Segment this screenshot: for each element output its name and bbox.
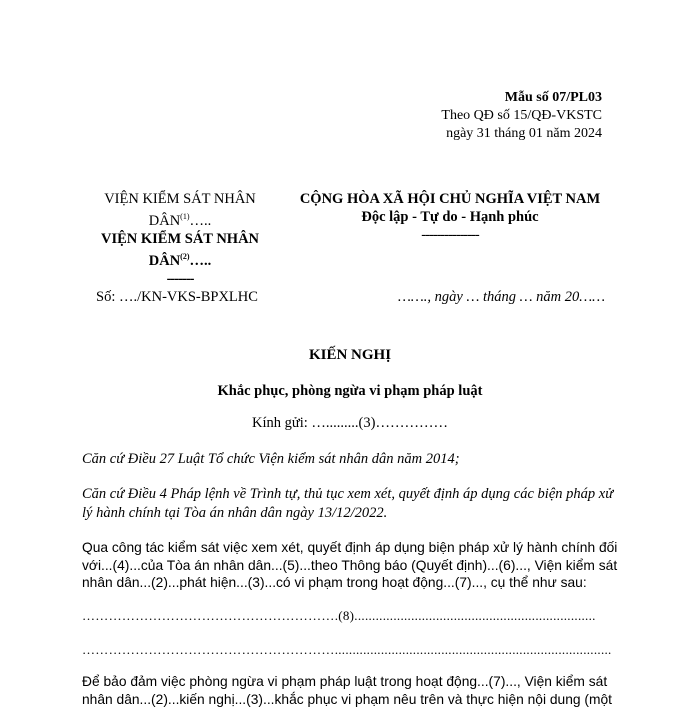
form-code: Mẫu số 07/PL03 [504, 90, 602, 105]
legal-basis-2: Căn cứ Điều 4 Pháp lệnh về Trình tự, thủ tục xem xét, quyết định áp dụng các biện pháp xử lý hành chính tại Tòa án nhân dân ngày 13/12/2022. [82, 486, 614, 521]
fill-line-1: ………………………………………………….(8).................................................................... [82, 608, 596, 623]
form-reference [441, 89, 602, 143]
agency-line-1-word: DÂN [148, 212, 181, 229]
agency-line-1-text: VIỆN KIỂM SÁT NHÂN [104, 191, 256, 207]
agency-line-2-word: DÂN [148, 252, 181, 269]
country-name: CỘNG HÒA XÃ HỘI CHỦ NGHĨA VIỆT NAM [299, 191, 601, 207]
national-motto: Độc lập - Tự do - Hạnh phúc [361, 209, 539, 225]
agency-line-1-ellipsis: ….. [189, 212, 212, 229]
footnote-2: (2) [180, 251, 190, 261]
form-date: ngày 31 tháng 01 năm 2024 [446, 126, 602, 141]
document-subtitle: Khắc phục, phòng ngừa vi phạm pháp luật [217, 383, 483, 399]
national-separator: --------------- [421, 227, 479, 243]
document-number: Số: …./KN-VKS-BPXLHC [96, 289, 258, 305]
agency-line-2-text: VIỆN KIỂM SÁT NHÂN [100, 230, 260, 247]
footnote-1: (1) [180, 212, 190, 221]
agency-separator: ------- [166, 270, 194, 287]
place-date: ……., ngày … tháng … năm 20…… [398, 289, 606, 305]
agency-line-2 [90, 230, 270, 270]
form-decision: Theo QĐ số 15/QĐ-VKSTC [441, 108, 602, 123]
body-paragraph-1: Qua công tác kiểm sát việc xem xét, quyết định áp dụng biện pháp xử lý hành chính đối với...(4)...của Tòa án nhân dân...(5)...theo Thông báo (Quyết định)...(6)..., Viện kiểm sát nhân dân...(2)...phát hiện...(3)...có vi phạm trong hoạt động...(7)..., cụ thể như sau: [82, 540, 618, 590]
national-header [285, 190, 615, 244]
agency-line-2-ellipsis: ….. [189, 252, 212, 269]
agency-line-1 [90, 190, 270, 230]
agency-header [90, 190, 270, 288]
document-title: KIẾN NGHỊ [308, 347, 392, 363]
legal-basis-1: Căn cứ Điều 27 Luật Tổ chức Viện kiểm sát nhân dân năm 2014; [82, 451, 460, 467]
body-paragraph-2: Để bảo đảm việc phòng ngừa vi phạm pháp luật trong hoạt động...(7)..., Viện kiểm sát nhân dân...(2)...kiến nghị...(3)...khắc phục vi phạm nêu trên và thực hiện nội dung (một [82, 674, 612, 707]
fill-line-2: ………………………………………………….............................................................................. [82, 642, 612, 657]
recipient-line: Kính gửi: ….........(3)…………… [252, 415, 448, 431]
